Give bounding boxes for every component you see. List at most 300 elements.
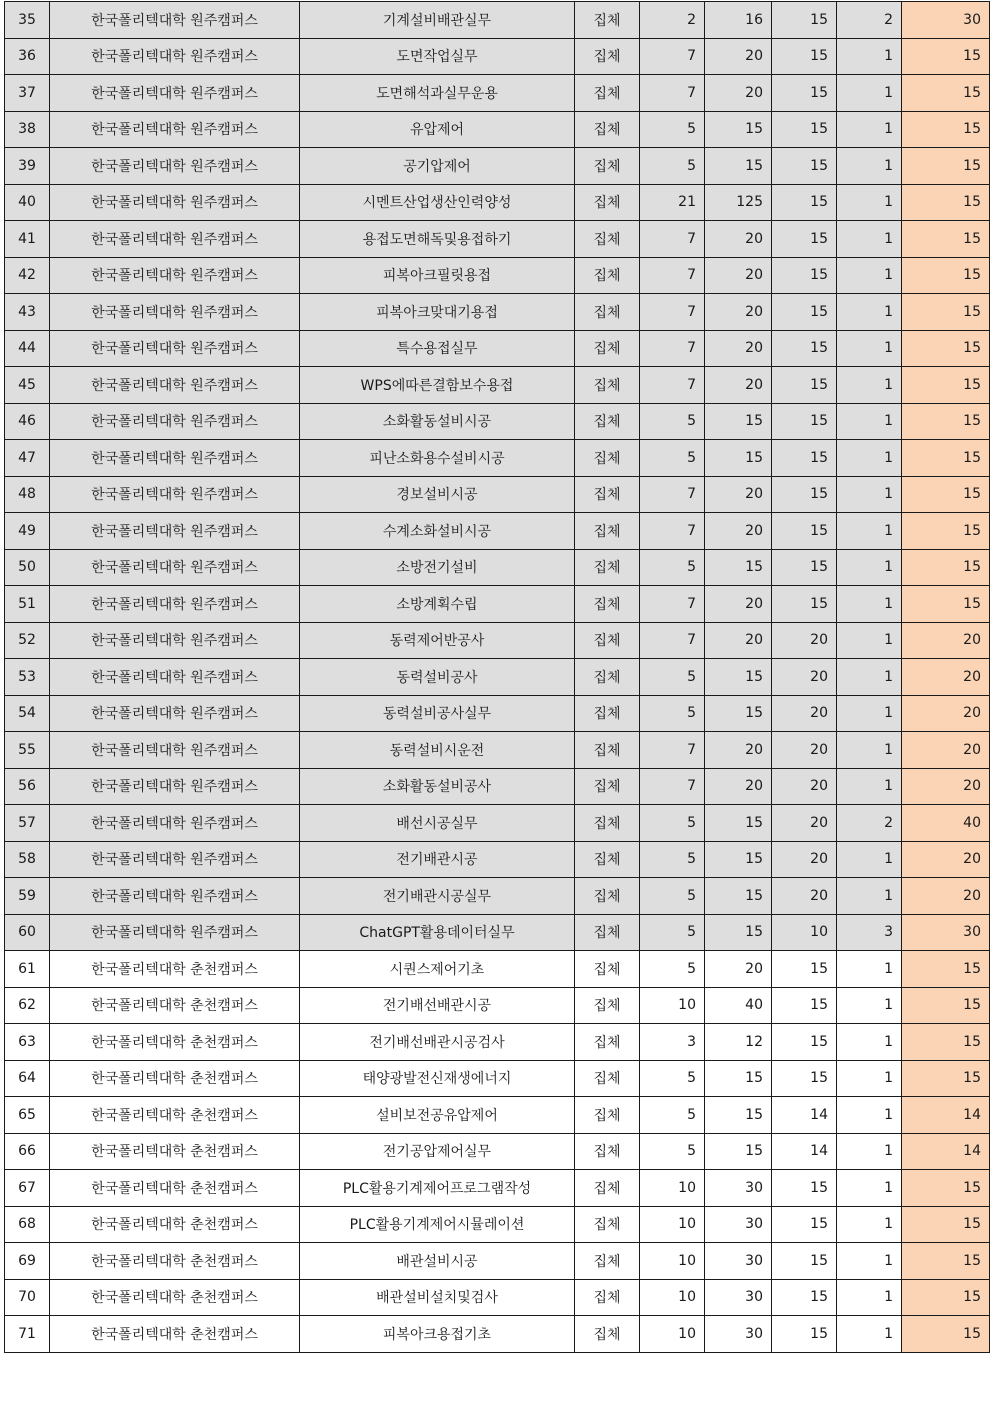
value-a-cell: 7 — [640, 221, 705, 258]
value-a-cell: 5 — [640, 440, 705, 477]
training-type-cell: 집체 — [575, 184, 640, 221]
training-type-cell: 집체 — [575, 951, 640, 988]
value-c-cell: 10 — [772, 914, 837, 951]
value-c-cell: 15 — [772, 2, 837, 39]
value-b-cell: 15 — [705, 914, 772, 951]
institution-cell: 한국폴리텍대학 춘천캠퍼스 — [50, 1243, 300, 1280]
course-name-cell: PLC활용기계제어시뮬레이션 — [300, 1206, 575, 1243]
value-d-cell: 1 — [837, 38, 902, 75]
course-name-cell: 전기배관시공 — [300, 841, 575, 878]
total-cell: 14 — [902, 1133, 990, 1170]
row-number-cell: 37 — [5, 75, 50, 112]
value-a-cell: 5 — [640, 1060, 705, 1097]
value-d-cell: 1 — [837, 549, 902, 586]
value-d-cell: 2 — [837, 2, 902, 39]
training-type-cell: 집체 — [575, 294, 640, 331]
value-d-cell: 1 — [837, 330, 902, 367]
row-number-cell: 40 — [5, 184, 50, 221]
total-cell: 15 — [902, 1243, 990, 1280]
value-a-cell: 7 — [640, 38, 705, 75]
institution-cell: 한국폴리텍대학 춘천캠퍼스 — [50, 951, 300, 988]
table-row — [5, 1024, 990, 1061]
value-d-cell: 1 — [837, 987, 902, 1024]
value-b-cell: 20 — [705, 294, 772, 331]
value-d-cell: 1 — [837, 367, 902, 404]
table-row — [5, 1133, 990, 1170]
training-type-cell: 집체 — [575, 1206, 640, 1243]
row-number-cell: 50 — [5, 549, 50, 586]
value-b-cell: 16 — [705, 2, 772, 39]
institution-cell: 한국폴리텍대학 원주캠퍼스 — [50, 732, 300, 769]
value-c-cell: 15 — [772, 1243, 837, 1280]
value-b-cell: 30 — [705, 1243, 772, 1280]
institution-cell: 한국폴리텍대학 춘천캠퍼스 — [50, 1060, 300, 1097]
table-row — [5, 622, 990, 659]
total-cell: 15 — [902, 330, 990, 367]
value-b-cell: 20 — [705, 75, 772, 112]
row-number-cell: 42 — [5, 257, 50, 294]
value-c-cell: 15 — [772, 1060, 837, 1097]
course-name-cell: 공기압제어 — [300, 148, 575, 185]
row-number-cell: 71 — [5, 1316, 50, 1353]
institution-cell: 한국폴리텍대학 원주캠퍼스 — [50, 476, 300, 513]
value-b-cell: 20 — [705, 221, 772, 258]
training-type-cell: 집체 — [575, 768, 640, 805]
institution-cell: 한국폴리텍대학 춘천캠퍼스 — [50, 1024, 300, 1061]
course-name-cell: 소방전기설비 — [300, 549, 575, 586]
table-row — [5, 914, 990, 951]
row-number-cell: 59 — [5, 878, 50, 915]
total-cell: 15 — [902, 951, 990, 988]
value-d-cell: 1 — [837, 1024, 902, 1061]
institution-cell: 한국폴리텍대학 원주캠퍼스 — [50, 805, 300, 842]
value-a-cell: 10 — [640, 1316, 705, 1353]
table-row — [5, 257, 990, 294]
total-cell: 20 — [902, 768, 990, 805]
total-cell: 15 — [902, 294, 990, 331]
institution-cell: 한국폴리텍대학 원주캠퍼스 — [50, 111, 300, 148]
row-number-cell: 51 — [5, 586, 50, 623]
institution-cell: 한국폴리텍대학 원주캠퍼스 — [50, 841, 300, 878]
value-b-cell: 20 — [705, 622, 772, 659]
row-number-cell: 64 — [5, 1060, 50, 1097]
course-name-cell: 용접도면해독및용접하기 — [300, 221, 575, 258]
course-name-cell: 배관설비시공 — [300, 1243, 575, 1280]
value-a-cell: 7 — [640, 622, 705, 659]
training-type-cell: 집체 — [575, 732, 640, 769]
row-number-cell: 58 — [5, 841, 50, 878]
value-a-cell: 5 — [640, 403, 705, 440]
total-cell: 14 — [902, 1097, 990, 1134]
value-d-cell: 1 — [837, 1133, 902, 1170]
course-name-cell: 배관설비설치및검사 — [300, 1279, 575, 1316]
row-number-cell: 61 — [5, 951, 50, 988]
value-b-cell: 40 — [705, 987, 772, 1024]
value-a-cell: 10 — [640, 1170, 705, 1207]
total-cell: 15 — [902, 1316, 990, 1353]
value-d-cell: 1 — [837, 841, 902, 878]
total-cell: 15 — [902, 257, 990, 294]
institution-cell: 한국폴리텍대학 원주캠퍼스 — [50, 221, 300, 258]
value-c-cell: 15 — [772, 549, 837, 586]
institution-cell: 한국폴리텍대학 원주캠퍼스 — [50, 586, 300, 623]
institution-cell: 한국폴리텍대학 원주캠퍼스 — [50, 513, 300, 550]
training-type-cell: 집체 — [575, 2, 640, 39]
value-c-cell: 15 — [772, 513, 837, 550]
course-name-cell: ChatGPT활용데이터실무 — [300, 914, 575, 951]
table-row — [5, 768, 990, 805]
institution-cell: 한국폴리텍대학 원주캠퍼스 — [50, 914, 300, 951]
value-b-cell: 20 — [705, 257, 772, 294]
institution-cell: 한국폴리텍대학 춘천캠퍼스 — [50, 1279, 300, 1316]
institution-cell: 한국폴리텍대학 춘천캠퍼스 — [50, 1133, 300, 1170]
total-cell: 30 — [902, 2, 990, 39]
value-d-cell: 1 — [837, 878, 902, 915]
institution-cell: 한국폴리텍대학 원주캠퍼스 — [50, 403, 300, 440]
row-number-cell: 69 — [5, 1243, 50, 1280]
training-type-cell: 집체 — [575, 221, 640, 258]
institution-cell: 한국폴리텍대학 원주캠퍼스 — [50, 695, 300, 732]
row-number-cell: 63 — [5, 1024, 50, 1061]
training-type-cell: 집체 — [575, 38, 640, 75]
value-a-cell: 7 — [640, 75, 705, 112]
value-b-cell: 20 — [705, 38, 772, 75]
table-row — [5, 513, 990, 550]
course-name-cell: 동력제어반공사 — [300, 622, 575, 659]
value-d-cell: 1 — [837, 1279, 902, 1316]
row-number-cell: 60 — [5, 914, 50, 951]
course-name-cell: 시퀀스제어기초 — [300, 951, 575, 988]
value-c-cell: 15 — [772, 1316, 837, 1353]
course-name-cell: 전기배선배관시공 — [300, 987, 575, 1024]
value-c-cell: 15 — [772, 1206, 837, 1243]
row-number-cell: 41 — [5, 221, 50, 258]
value-d-cell: 1 — [837, 1097, 902, 1134]
value-b-cell: 15 — [705, 805, 772, 842]
table-row — [5, 1170, 990, 1207]
value-b-cell: 15 — [705, 440, 772, 477]
institution-cell: 한국폴리텍대학 춘천캠퍼스 — [50, 1316, 300, 1353]
value-a-cell: 5 — [640, 805, 705, 842]
row-number-cell: 56 — [5, 768, 50, 805]
table-row — [5, 1316, 990, 1353]
table-row — [5, 221, 990, 258]
course-name-cell: 동력설비공사 — [300, 659, 575, 696]
row-number-cell: 53 — [5, 659, 50, 696]
table-row — [5, 549, 990, 586]
value-b-cell: 15 — [705, 878, 772, 915]
total-cell: 15 — [902, 1206, 990, 1243]
training-type-cell: 집체 — [575, 1060, 640, 1097]
row-number-cell: 36 — [5, 38, 50, 75]
training-type-cell: 집체 — [575, 914, 640, 951]
value-c-cell: 15 — [772, 403, 837, 440]
institution-cell: 한국폴리텍대학 원주캠퍼스 — [50, 622, 300, 659]
training-type-cell: 집체 — [575, 805, 640, 842]
training-type-cell: 집체 — [575, 1133, 640, 1170]
training-type-cell: 집체 — [575, 1170, 640, 1207]
course-name-cell: WPS에따른결함보수용접 — [300, 367, 575, 404]
total-cell: 15 — [902, 403, 990, 440]
training-course-table — [4, 1, 990, 1353]
total-cell: 15 — [902, 75, 990, 112]
value-d-cell: 1 — [837, 622, 902, 659]
course-name-cell: 피난소화용수설비시공 — [300, 440, 575, 477]
training-type-cell: 집체 — [575, 476, 640, 513]
table-row — [5, 440, 990, 477]
table-row — [5, 586, 990, 623]
value-a-cell: 5 — [640, 878, 705, 915]
total-cell: 15 — [902, 440, 990, 477]
table-row — [5, 987, 990, 1024]
total-cell: 15 — [902, 221, 990, 258]
table-row — [5, 367, 990, 404]
training-type-cell: 집체 — [575, 403, 640, 440]
total-cell: 15 — [902, 987, 990, 1024]
training-type-cell: 집체 — [575, 841, 640, 878]
table-row — [5, 732, 990, 769]
table-row — [5, 1243, 990, 1280]
table-row — [5, 2, 990, 39]
value-b-cell: 15 — [705, 111, 772, 148]
training-type-cell: 집체 — [575, 1024, 640, 1061]
value-d-cell: 1 — [837, 75, 902, 112]
value-a-cell: 5 — [640, 914, 705, 951]
value-a-cell: 7 — [640, 294, 705, 331]
value-b-cell: 15 — [705, 1133, 772, 1170]
value-b-cell: 15 — [705, 659, 772, 696]
table-row — [5, 111, 990, 148]
value-a-cell: 7 — [640, 367, 705, 404]
value-a-cell: 3 — [640, 1024, 705, 1061]
institution-cell: 한국폴리텍대학 원주캠퍼스 — [50, 659, 300, 696]
value-b-cell: 30 — [705, 1316, 772, 1353]
course-name-cell: 동력설비시운전 — [300, 732, 575, 769]
institution-cell: 한국폴리텍대학 원주캠퍼스 — [50, 330, 300, 367]
training-type-cell: 집체 — [575, 1243, 640, 1280]
value-d-cell: 1 — [837, 257, 902, 294]
value-c-cell: 20 — [772, 695, 837, 732]
total-cell: 15 — [902, 586, 990, 623]
course-name-cell: 소화활동설비시공 — [300, 403, 575, 440]
row-number-cell: 55 — [5, 732, 50, 769]
course-name-cell: 시멘트산업생산인력양성 — [300, 184, 575, 221]
total-cell: 20 — [902, 732, 990, 769]
course-name-cell: 전기배관시공실무 — [300, 878, 575, 915]
training-type-cell: 집체 — [575, 1279, 640, 1316]
course-name-cell: 경보설비시공 — [300, 476, 575, 513]
value-b-cell: 30 — [705, 1279, 772, 1316]
total-cell: 15 — [902, 111, 990, 148]
value-d-cell: 1 — [837, 659, 902, 696]
value-d-cell: 1 — [837, 1243, 902, 1280]
row-number-cell: 66 — [5, 1133, 50, 1170]
value-a-cell: 7 — [640, 586, 705, 623]
course-name-cell: 피복아크용접기초 — [300, 1316, 575, 1353]
training-type-cell: 집체 — [575, 148, 640, 185]
value-a-cell: 5 — [640, 1133, 705, 1170]
value-d-cell: 1 — [837, 440, 902, 477]
value-c-cell: 15 — [772, 1170, 837, 1207]
value-a-cell: 5 — [640, 695, 705, 732]
table-row — [5, 330, 990, 367]
row-number-cell: 57 — [5, 805, 50, 842]
course-name-cell: 수계소화설비시공 — [300, 513, 575, 550]
value-c-cell: 15 — [772, 586, 837, 623]
training-type-cell: 집체 — [575, 659, 640, 696]
institution-cell: 한국폴리텍대학 원주캠퍼스 — [50, 38, 300, 75]
table-row — [5, 476, 990, 513]
institution-cell: 한국폴리텍대학 원주캠퍼스 — [50, 2, 300, 39]
value-b-cell: 12 — [705, 1024, 772, 1061]
value-c-cell: 20 — [772, 732, 837, 769]
value-d-cell: 1 — [837, 294, 902, 331]
row-number-cell: 68 — [5, 1206, 50, 1243]
institution-cell: 한국폴리텍대학 원주캠퍼스 — [50, 367, 300, 404]
table-row — [5, 403, 990, 440]
value-b-cell: 20 — [705, 367, 772, 404]
training-type-cell: 집체 — [575, 1097, 640, 1134]
course-name-cell: PLC활용기계제어프로그램작성 — [300, 1170, 575, 1207]
training-type-cell: 집체 — [575, 586, 640, 623]
value-b-cell: 15 — [705, 549, 772, 586]
institution-cell: 한국폴리텍대학 원주캠퍼스 — [50, 549, 300, 586]
total-cell: 20 — [902, 878, 990, 915]
course-name-cell: 소방계획수립 — [300, 586, 575, 623]
row-number-cell: 49 — [5, 513, 50, 550]
row-number-cell: 45 — [5, 367, 50, 404]
value-b-cell: 15 — [705, 841, 772, 878]
value-d-cell: 1 — [837, 513, 902, 550]
total-cell: 15 — [902, 184, 990, 221]
value-a-cell: 10 — [640, 1206, 705, 1243]
value-d-cell: 1 — [837, 111, 902, 148]
value-d-cell: 1 — [837, 476, 902, 513]
institution-cell: 한국폴리텍대학 원주캠퍼스 — [50, 184, 300, 221]
training-type-cell: 집체 — [575, 695, 640, 732]
course-name-cell: 전기공압제어실무 — [300, 1133, 575, 1170]
value-a-cell: 7 — [640, 257, 705, 294]
value-c-cell: 15 — [772, 951, 837, 988]
value-b-cell: 20 — [705, 330, 772, 367]
institution-cell: 한국폴리텍대학 원주캠퍼스 — [50, 257, 300, 294]
institution-cell: 한국폴리텍대학 원주캠퍼스 — [50, 294, 300, 331]
training-type-cell: 집체 — [575, 549, 640, 586]
value-b-cell: 15 — [705, 403, 772, 440]
value-c-cell: 15 — [772, 367, 837, 404]
course-name-cell: 유압제어 — [300, 111, 575, 148]
value-a-cell: 5 — [640, 951, 705, 988]
value-a-cell: 10 — [640, 1279, 705, 1316]
value-d-cell: 1 — [837, 732, 902, 769]
value-a-cell: 2 — [640, 2, 705, 39]
table-row — [5, 1279, 990, 1316]
institution-cell: 한국폴리텍대학 원주캠퍼스 — [50, 440, 300, 477]
institution-cell: 한국폴리텍대학 원주캠퍼스 — [50, 768, 300, 805]
value-d-cell: 1 — [837, 586, 902, 623]
total-cell: 30 — [902, 914, 990, 951]
value-d-cell: 1 — [837, 951, 902, 988]
row-number-cell: 44 — [5, 330, 50, 367]
training-type-cell: 집체 — [575, 330, 640, 367]
course-name-cell: 전기배선배관시공검사 — [300, 1024, 575, 1061]
row-number-cell: 54 — [5, 695, 50, 732]
value-d-cell: 1 — [837, 1170, 902, 1207]
value-c-cell: 15 — [772, 257, 837, 294]
value-a-cell: 21 — [640, 184, 705, 221]
value-a-cell: 7 — [640, 513, 705, 550]
table-row — [5, 184, 990, 221]
total-cell: 15 — [902, 1279, 990, 1316]
total-cell: 15 — [902, 38, 990, 75]
value-c-cell: 20 — [772, 805, 837, 842]
value-b-cell: 30 — [705, 1206, 772, 1243]
value-a-cell: 5 — [640, 659, 705, 696]
row-number-cell: 65 — [5, 1097, 50, 1134]
course-name-cell: 기계설비배관실무 — [300, 2, 575, 39]
row-number-cell: 43 — [5, 294, 50, 331]
value-d-cell: 3 — [837, 914, 902, 951]
value-b-cell: 30 — [705, 1170, 772, 1207]
row-number-cell: 38 — [5, 111, 50, 148]
value-b-cell: 20 — [705, 586, 772, 623]
value-a-cell: 7 — [640, 732, 705, 769]
value-c-cell: 15 — [772, 111, 837, 148]
table-row — [5, 878, 990, 915]
value-c-cell: 14 — [772, 1133, 837, 1170]
value-a-cell: 5 — [640, 841, 705, 878]
course-name-cell: 도면작업실무 — [300, 38, 575, 75]
value-a-cell: 7 — [640, 768, 705, 805]
table-row — [5, 805, 990, 842]
value-c-cell: 15 — [772, 148, 837, 185]
value-a-cell: 10 — [640, 987, 705, 1024]
value-c-cell: 20 — [772, 768, 837, 805]
training-type-cell: 집체 — [575, 878, 640, 915]
value-c-cell: 15 — [772, 184, 837, 221]
value-d-cell: 1 — [837, 1060, 902, 1097]
value-b-cell: 15 — [705, 148, 772, 185]
value-c-cell: 20 — [772, 841, 837, 878]
row-number-cell: 67 — [5, 1170, 50, 1207]
value-c-cell: 20 — [772, 878, 837, 915]
table-row — [5, 841, 990, 878]
value-d-cell: 1 — [837, 1206, 902, 1243]
value-b-cell: 15 — [705, 1060, 772, 1097]
institution-cell: 한국폴리텍대학 원주캠퍼스 — [50, 75, 300, 112]
course-name-cell: 태양광발전신재생에너지 — [300, 1060, 575, 1097]
course-name-cell: 소화활동설비공사 — [300, 768, 575, 805]
value-a-cell: 7 — [640, 330, 705, 367]
course-name-cell: 특수용접실무 — [300, 330, 575, 367]
value-c-cell: 20 — [772, 659, 837, 696]
table-row — [5, 148, 990, 185]
value-c-cell: 15 — [772, 221, 837, 258]
value-b-cell: 20 — [705, 951, 772, 988]
value-c-cell: 15 — [772, 294, 837, 331]
value-a-cell: 5 — [640, 148, 705, 185]
row-number-cell: 46 — [5, 403, 50, 440]
total-cell: 15 — [902, 476, 990, 513]
value-c-cell: 15 — [772, 987, 837, 1024]
value-c-cell: 15 — [772, 440, 837, 477]
value-a-cell: 10 — [640, 1243, 705, 1280]
row-number-cell: 48 — [5, 476, 50, 513]
value-d-cell: 2 — [837, 805, 902, 842]
training-type-cell: 집체 — [575, 75, 640, 112]
course-name-cell: 피복아크필릿용접 — [300, 257, 575, 294]
total-cell: 15 — [902, 1060, 990, 1097]
